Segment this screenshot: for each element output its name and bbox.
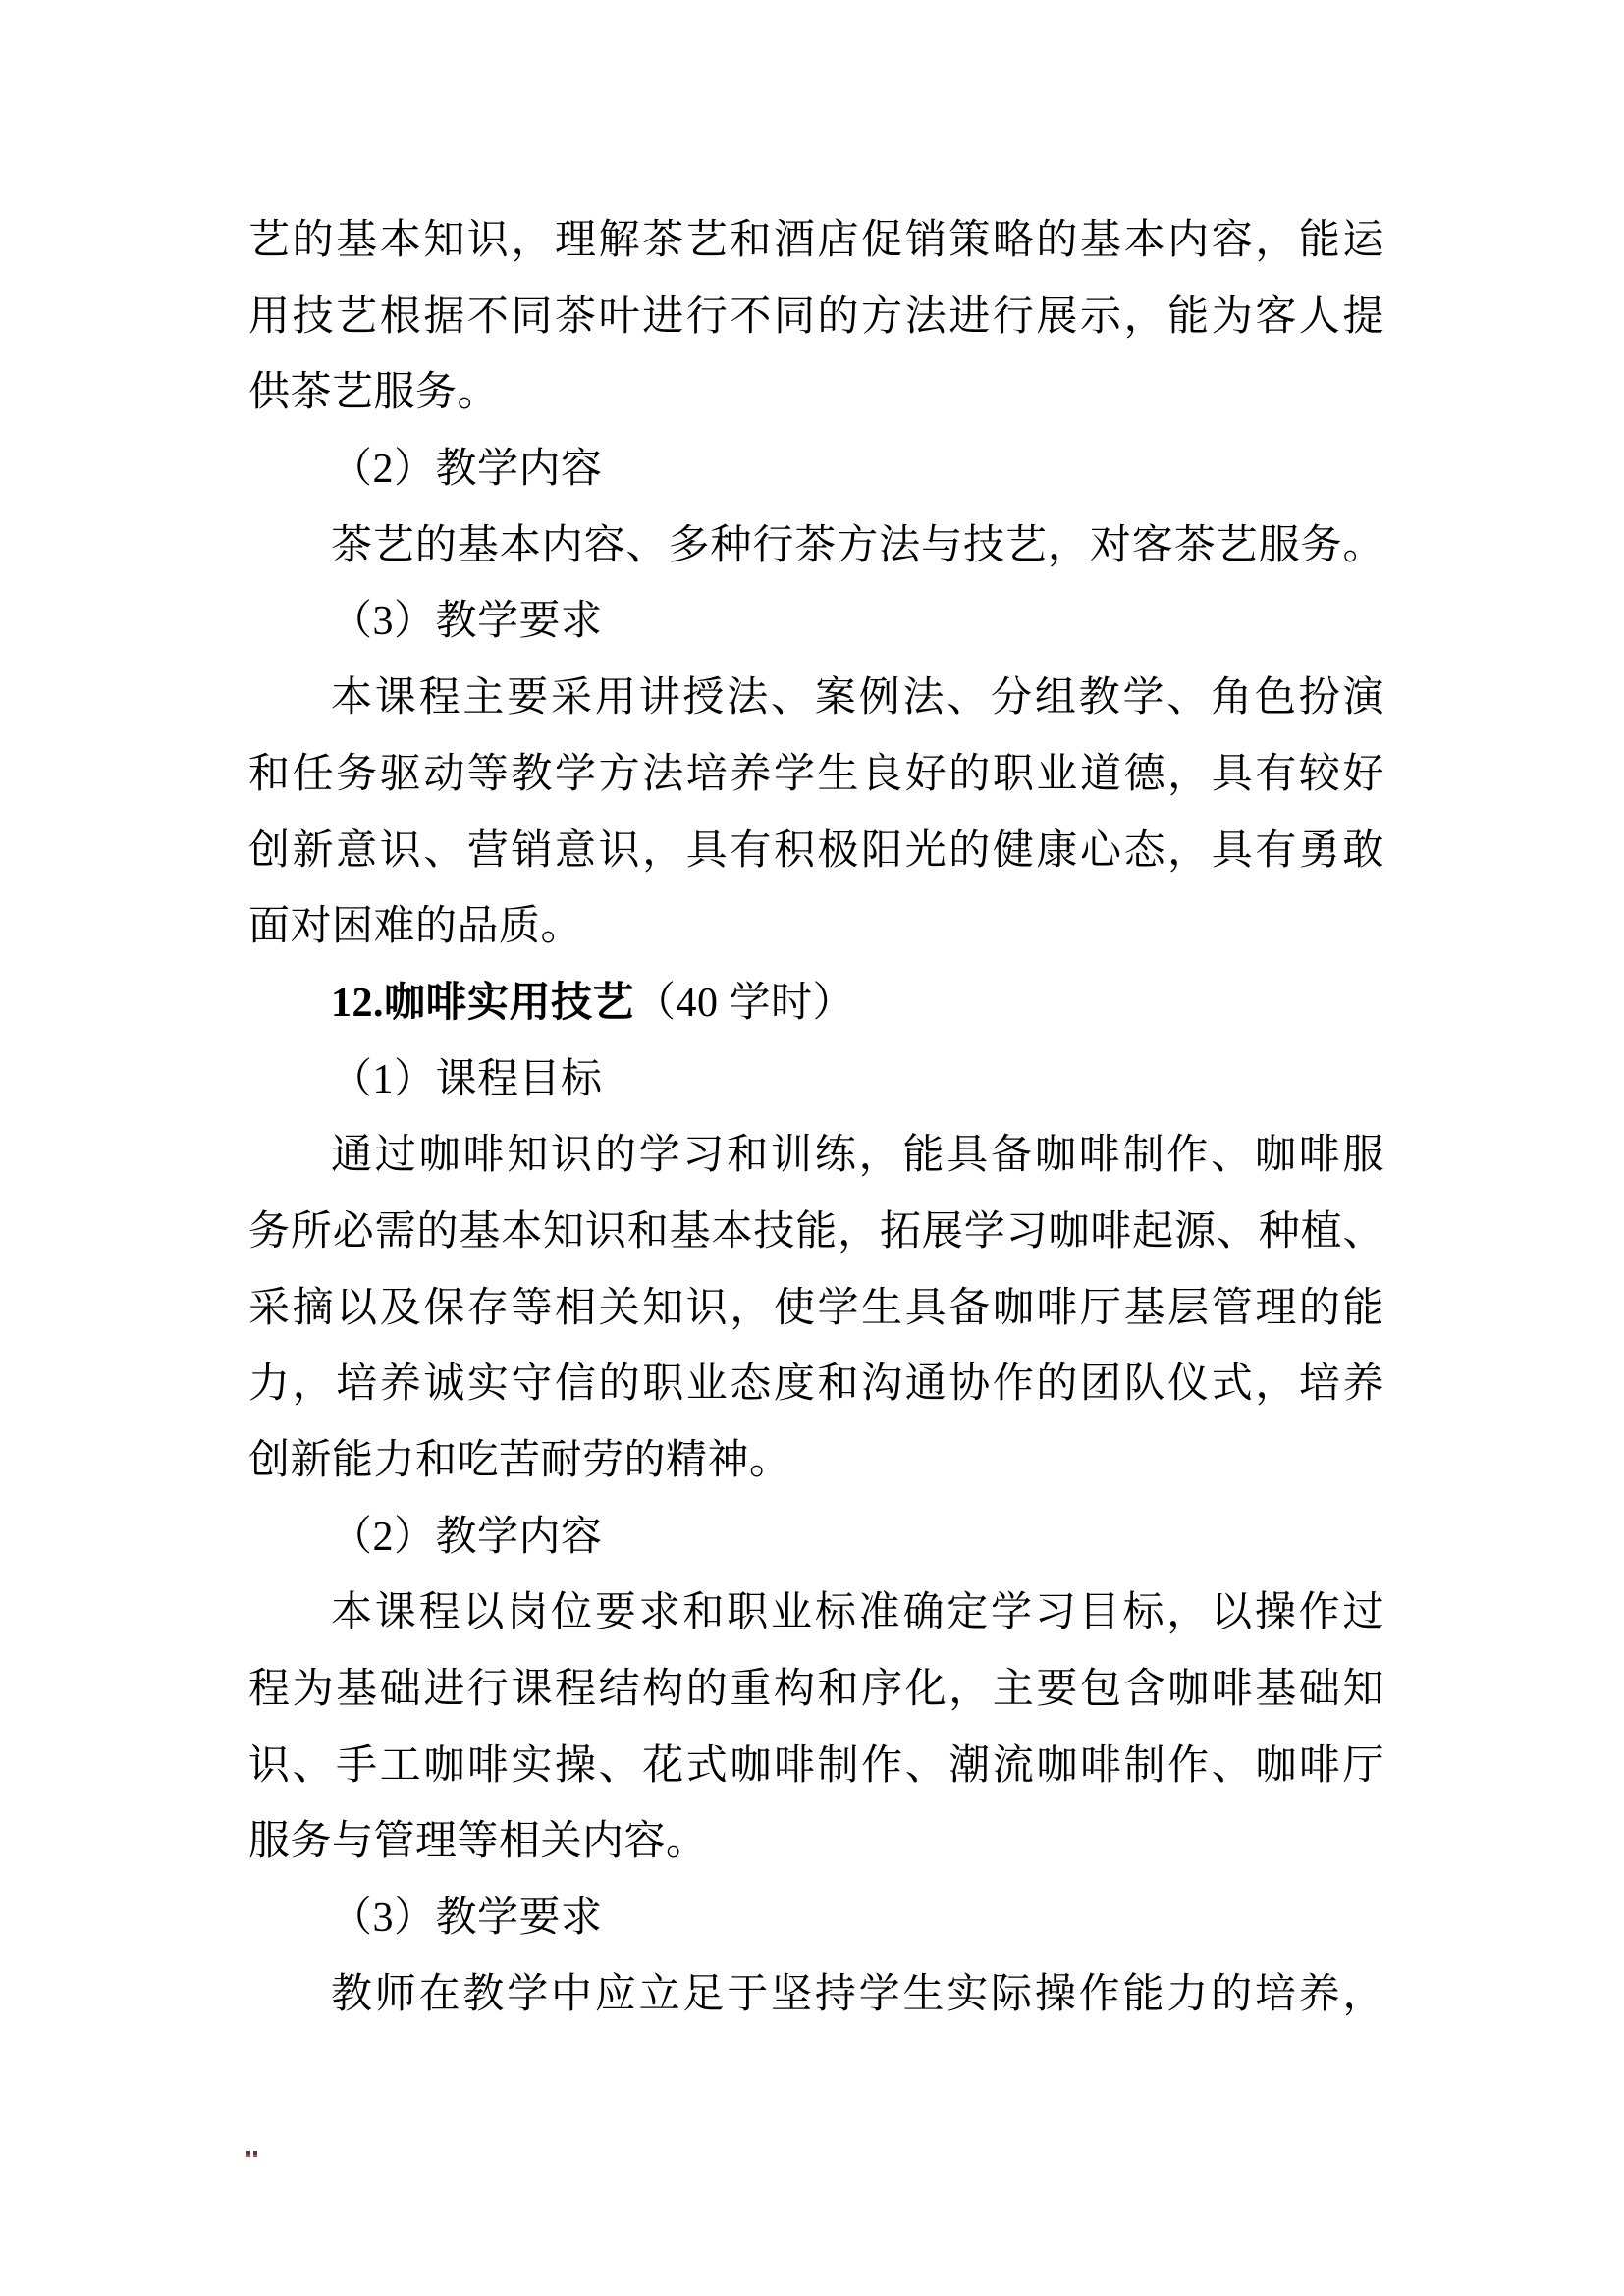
body-line: 艺的基本知识，理解茶艺和酒店促销策略的基本内容，能运 [248, 218, 1384, 263]
body-line: （3）教学要求 [331, 599, 603, 645]
course-heading-title: 12.咖啡实用技艺 [331, 980, 635, 1026]
footer-dot [253, 2151, 257, 2157]
body-line: 教师在教学中应立足于坚持学生实际操作能力的培养， [331, 1971, 1384, 2017]
body-line: 供茶艺服务。 [248, 370, 500, 416]
body-line: （2）教学内容 [331, 1514, 603, 1560]
body-line: 识、手工咖啡实操、花式咖啡制作、潮流咖啡制作、咖啡厅 [248, 1742, 1384, 1789]
course-heading-line [248, 966, 1384, 1042]
body-line: （2）教学内容 [331, 447, 603, 493]
body-line: 创新意识、营销意识，具有积极阳光的健康心态，具有勇敢 [248, 828, 1384, 874]
body-line: 采摘以及保存等相关知识，使学生具备咖啡厅基层管理的能 [248, 1285, 1384, 1331]
body-line: 和任务驱动等教学方法培养学生良好的职业道德，具有较好 [248, 751, 1384, 797]
body-line: 创新能力和吃苦耐劳的精神。 [248, 1438, 791, 1483]
body-line: （3）教学要求 [331, 1896, 603, 1942]
body-line: 用技艺根据不同茶叶进行不同的方法进行展示，能为客人提 [248, 294, 1384, 340]
body-line: 力，培养诚实守信的职业态度和沟通协作的团队仪式，培养 [248, 1362, 1384, 1408]
body-line: 茶艺的基本内容、多种行茶方法与技艺，对客茶艺服务。 [331, 522, 1384, 568]
body-line: 服务与管理等相关内容。 [248, 1819, 708, 1865]
body-line: 通过咖啡知识的学习和训练，能具备咖啡制作、咖啡服 [331, 1133, 1384, 1179]
body-line: （1）课程目标 [331, 1056, 603, 1102]
body-line: 本课程以岗位要求和职业标准确定学习目标，以操作过 [331, 1590, 1384, 1636]
body-line: 本课程主要采用讲授法、案例法、分组教学、角色扮演 [331, 675, 1384, 721]
document-body [248, 203, 1384, 2034]
footer-dot [246, 2151, 250, 2157]
body-line: 程为基础进行课程结构的重构和序化，主要包含咖啡基础知 [248, 1667, 1384, 1713]
body-line: 务所必需的基本知识和基本技能，拓展学习咖啡起源、种植、 [248, 1208, 1384, 1255]
body-line: 面对困难的品质。 [248, 904, 583, 950]
course-heading-hours: （40 学时） [634, 980, 855, 1026]
footer-dots-artifact [246, 2151, 257, 2157]
